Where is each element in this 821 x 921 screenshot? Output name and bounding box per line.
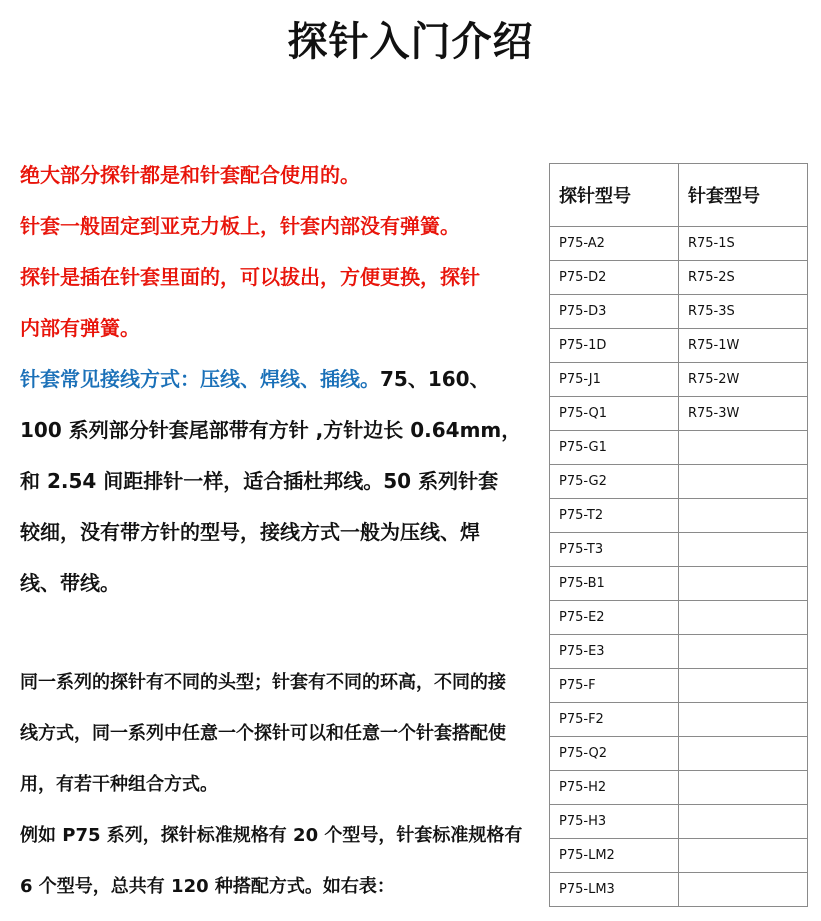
probe-model-cell: P75-T3 bbox=[550, 533, 679, 567]
probe-model-cell: P75-J1 bbox=[550, 363, 679, 397]
probe-model-cell: P75-D2 bbox=[550, 261, 679, 295]
sleeve-model-cell bbox=[678, 533, 807, 567]
table-row bbox=[550, 567, 808, 601]
probe-model-cell: P75-H2 bbox=[550, 771, 679, 805]
table-row bbox=[550, 329, 808, 363]
text-line: 100 系列部分针套尾部带有方针 ,方针边长 0.64mm， bbox=[20, 418, 522, 442]
sleeve-model-cell: R75-1W bbox=[678, 329, 807, 363]
table-row bbox=[550, 601, 808, 635]
probe-model-cell: P75-B1 bbox=[550, 567, 679, 601]
series-text: 75、160、 bbox=[380, 367, 490, 391]
probe-model-cell: P75-F bbox=[550, 669, 679, 703]
text-line: 线方式，同一系列中任意一个探针可以和任意一个针套搭配使 bbox=[20, 723, 506, 744]
probe-model-cell: P75-E2 bbox=[550, 601, 679, 635]
table-row bbox=[550, 669, 808, 703]
table-row bbox=[550, 771, 808, 805]
sleeve-model-cell bbox=[678, 873, 807, 907]
sleeve-model-cell bbox=[678, 805, 807, 839]
text-line: 同一系列的探针有不同的头型；针套有不同的环高，不同的接 bbox=[20, 672, 506, 693]
wiring-methods-text: 针套常见接线方式：压线、焊线、插线。 bbox=[20, 367, 380, 391]
probe-model-header: 探针型号 bbox=[550, 164, 679, 227]
table-row bbox=[550, 703, 808, 737]
probe-model-cell: P75-G1 bbox=[550, 431, 679, 465]
probe-model-cell: P75-D3 bbox=[550, 295, 679, 329]
probe-model-cell: P75-1D bbox=[550, 329, 679, 363]
text-line: 用，有若干种组合方式。 bbox=[20, 774, 218, 795]
table-row bbox=[550, 873, 808, 907]
text-line: 和 2.54 间距排针一样，适合插杜邦线。50 系列针套 bbox=[20, 469, 499, 493]
sleeve-model-cell: R75-1S bbox=[678, 227, 807, 261]
table-row bbox=[550, 737, 808, 771]
text-line: 针套一般固定到亚克力板上，针套内部没有弹簧。 bbox=[20, 214, 460, 238]
table-row bbox=[550, 295, 808, 329]
table-row bbox=[550, 635, 808, 669]
probe-model-cell: P75-T2 bbox=[550, 499, 679, 533]
sleeve-model-cell bbox=[678, 703, 807, 737]
table-body bbox=[550, 227, 808, 907]
probe-model-cell: P75-Q1 bbox=[550, 397, 679, 431]
sleeve-model-cell bbox=[678, 635, 807, 669]
text-line: 较细，没有带方针的型号，接线方式一般为压线、焊 bbox=[20, 520, 480, 544]
model-table bbox=[549, 163, 808, 907]
table-row bbox=[550, 397, 808, 431]
table-header-row bbox=[550, 164, 808, 227]
table-row bbox=[550, 533, 808, 567]
sleeve-model-header: 针套型号 bbox=[678, 164, 807, 227]
table-row bbox=[550, 431, 808, 465]
table-row bbox=[550, 227, 808, 261]
text-line: 线、带线。 bbox=[20, 571, 120, 595]
sleeve-model-cell bbox=[678, 601, 807, 635]
probe-model-cell: P75-Q2 bbox=[550, 737, 679, 771]
text-line: 内部有弹簧。 bbox=[20, 316, 140, 340]
table-row bbox=[550, 363, 808, 397]
sleeve-model-cell bbox=[678, 431, 807, 465]
spacer bbox=[20, 609, 545, 657]
sleeve-model-cell bbox=[678, 839, 807, 873]
text-line: 绝大部分探针都是和针套配合使用的。 bbox=[20, 163, 360, 187]
table-row bbox=[550, 839, 808, 873]
probe-model-cell: P75-F2 bbox=[550, 703, 679, 737]
table-row bbox=[550, 499, 808, 533]
probe-model-cell: P75-A2 bbox=[550, 227, 679, 261]
text-line: 6 个型号，总共有 120 种搭配方式。如右表： bbox=[20, 876, 395, 897]
sleeve-model-cell bbox=[678, 567, 807, 601]
sleeve-model-cell bbox=[678, 771, 807, 805]
sleeve-model-cell: R75-3W bbox=[678, 397, 807, 431]
sleeve-model-cell bbox=[678, 465, 807, 499]
table-row bbox=[550, 805, 808, 839]
intro-text bbox=[20, 150, 545, 912]
text-line: 探针是插在针套里面的，可以拔出，方便更换，探针 bbox=[20, 265, 480, 289]
text-line bbox=[20, 354, 545, 405]
text-line: 例如 P75 系列，探针标准规格有 20 个型号，针套标准规格有 bbox=[20, 825, 523, 846]
table-row bbox=[550, 465, 808, 499]
probe-model-cell: P75-LM3 bbox=[550, 873, 679, 907]
sleeve-model-cell: R75-2S bbox=[678, 261, 807, 295]
page-title: 探针入门介绍 bbox=[287, 19, 534, 65]
probe-model-cell: P75-LM2 bbox=[550, 839, 679, 873]
probe-model-cell: P75-G2 bbox=[550, 465, 679, 499]
sleeve-model-cell bbox=[678, 669, 807, 703]
sleeve-model-cell bbox=[678, 737, 807, 771]
sleeve-model-cell bbox=[678, 499, 807, 533]
probe-model-cell: P75-E3 bbox=[550, 635, 679, 669]
table-row bbox=[550, 261, 808, 295]
sleeve-model-cell: R75-2W bbox=[678, 363, 807, 397]
probe-model-cell: P75-H3 bbox=[550, 805, 679, 839]
sleeve-model-cell: R75-3S bbox=[678, 295, 807, 329]
